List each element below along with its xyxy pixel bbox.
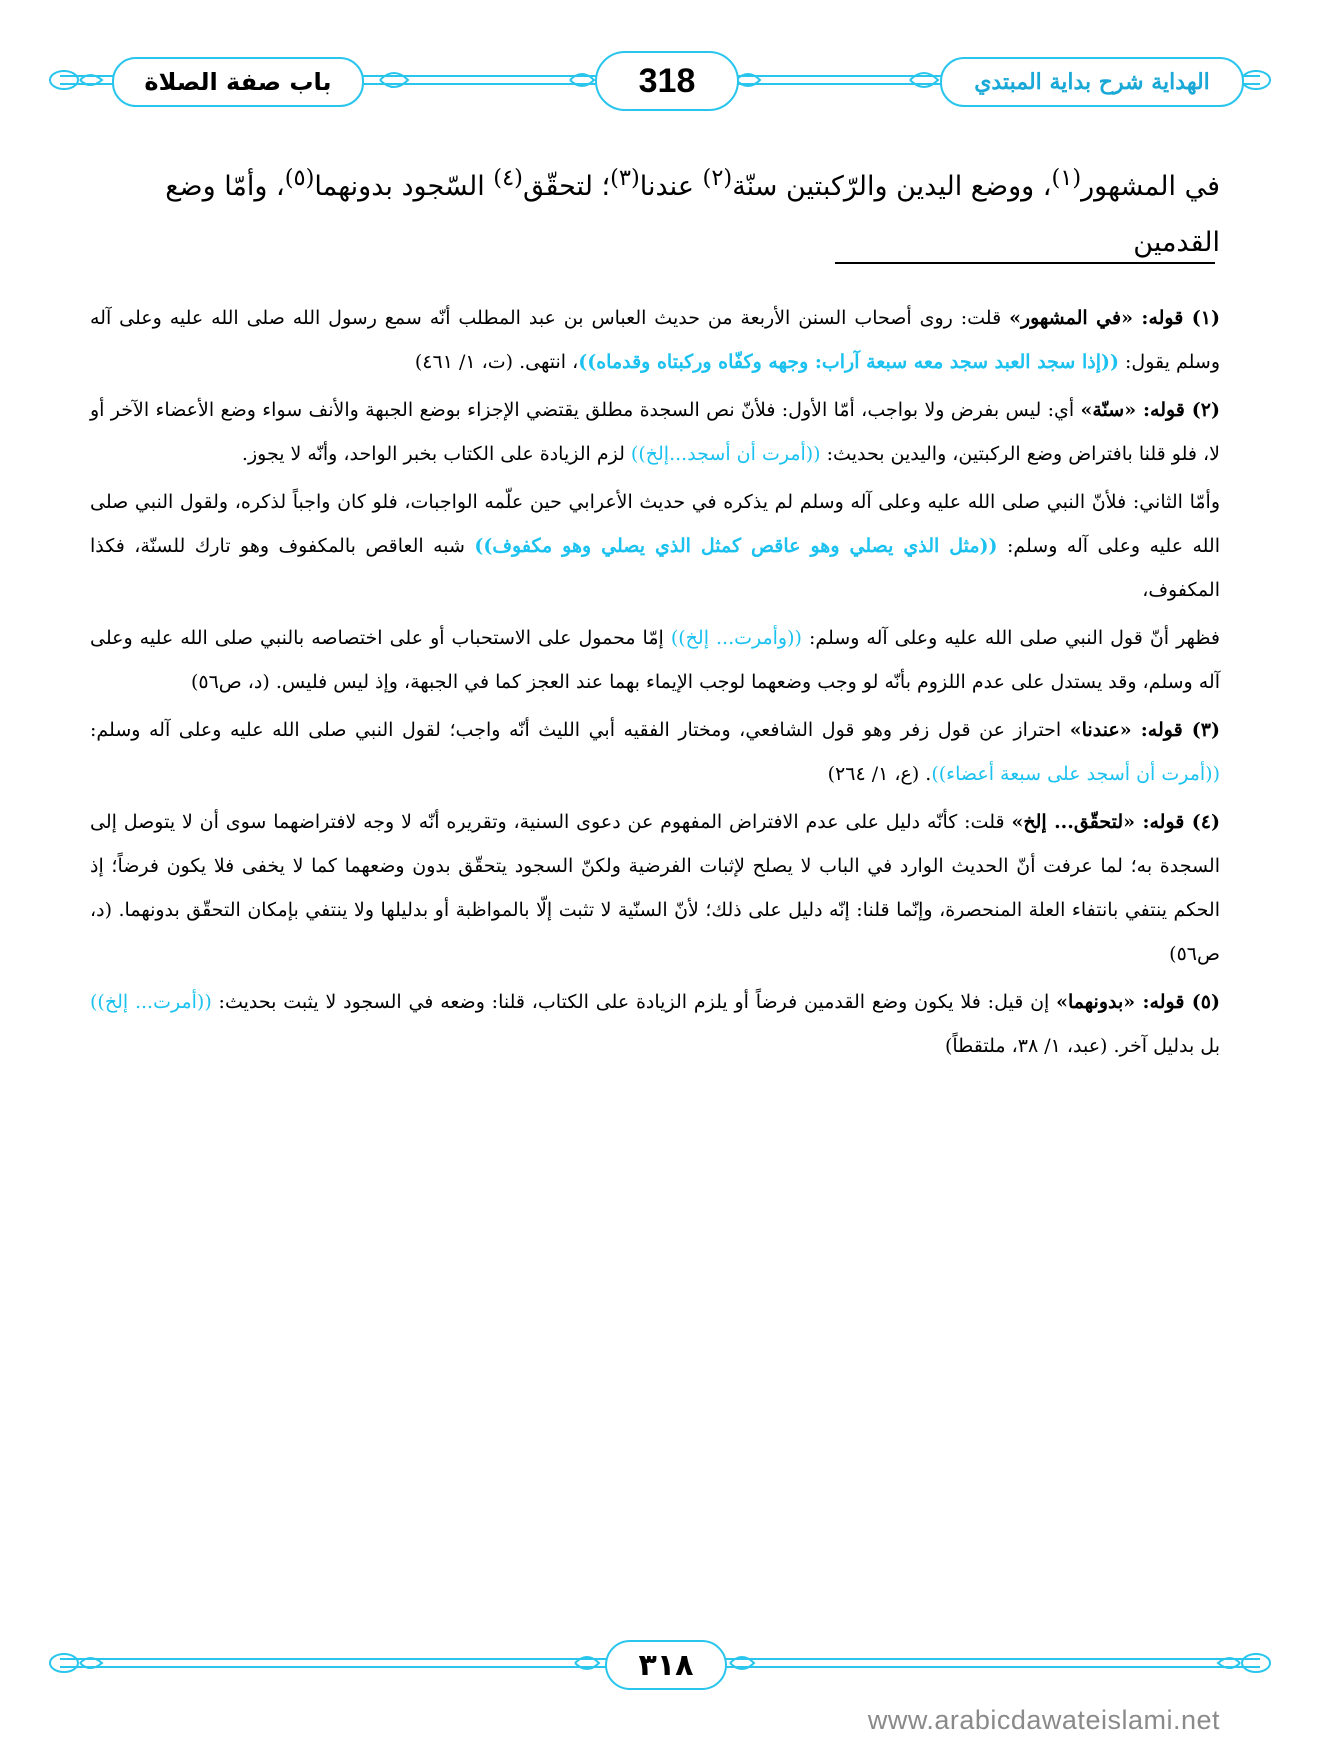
footnote-text: بل بدليل آخر. (عبد، ١/ ٣٨، ملتقطاً) [944, 1035, 1220, 1057]
footnote-text: قلت: روى أصحاب السنن الأربعة من حديث العباس بن عبد المطلب أنّه سمع رسول الله صلى الله عليه وعلى آله وسلم يقول: [90, 307, 1220, 373]
footnote-5 [90, 980, 1220, 1068]
main-text-part: في المشهور [1081, 171, 1220, 202]
footnote-1 [90, 296, 1220, 384]
footnote-marker: (٢) [702, 165, 733, 191]
main-text-part: ، ووضع اليدين والرّكبتين سنّة [732, 171, 1052, 202]
footnote-text: إمّا محمول على الاستحباب أو على اختصاصه بالنبي صلى الله عليه وعلى آله وسلم، وقد يستدل على عدم اللزوم بأنّه لو وجب وضعهما لوجب الإيماء بهما عند العجز كما في الجبهة، وإذ ليس فليس. (د، ص٥٦) [90, 627, 1220, 693]
footnotes [90, 296, 1220, 1072]
footnote-divider [835, 262, 1215, 264]
footnote-4 [90, 800, 1220, 976]
footnote-2 [90, 388, 1220, 476]
footnote-2-conclusion [90, 616, 1220, 704]
main-text-part: ، وأمّا وضع القدمين [165, 171, 1220, 258]
hadith-quote: ((مثل الذي يصلي وهو عاقص كمثل الذي يصلي وهو مكفوف)) [474, 535, 998, 557]
hadith-quote: ((أمرت أن أسجد على سبعة أعضاء)) [931, 763, 1220, 785]
page-footer [40, 1628, 1280, 1698]
footnote-label: (١) قوله: «في المشهور» [1009, 307, 1221, 329]
main-text [90, 150, 1220, 271]
website-url: www.arabicdawateislami.net [867, 1705, 1220, 1735]
footnote-label: (٢) قوله: «سنّة» [1080, 399, 1221, 421]
chapter-title: باب صفة الصلاة [112, 57, 364, 107]
page-header [40, 40, 1280, 120]
footnote-3 [90, 708, 1220, 796]
footnote-text: شبه العاقص بالمكفوف وهو تارك للسنّة، فكذا المكفوف، [90, 535, 1220, 601]
main-text-part: عندنا [639, 171, 703, 202]
book-title: الهداية شرح بداية المبتدي [940, 57, 1244, 107]
page-number-bottom: ٣١٨ [605, 1640, 727, 1690]
footnote-label: (٣) قوله: «عندنا» [1069, 719, 1220, 741]
hadith-quote: ((وأمرت... إلخ)) [670, 627, 802, 649]
footnote-text: أي: ليس بفرض ولا بواجب، أمّا الأول: فلأنّ نص السجدة مطلق يقتضي الإجزاء بوضع الجبهة والأنف سواء وضع الأعضاء الآخر أو لا، فلو قلنا بافتراض وضع الركبتين، واليدين بحديث: [90, 399, 1220, 465]
footnote-marker: (٥) [284, 165, 315, 191]
footnote-text: وأمّا الثاني: فلأنّ النبي صلى الله عليه وعلى آله وسلم لم يذكره في حديث الأعرابي حين علّمه الواجبات، فلو كان واجباً لذكره، ولقول النبي صلى الله عليه وعلى آله وسلم: [90, 491, 1220, 557]
footnote-text: إن قيل: فلا يكون وضع القدمين فرضاً أو يلزم الزيادة على الكتاب، قلنا: وضعه في السجود لا يثبت بحديث: [211, 991, 1057, 1013]
footnote-marker: (١) [1051, 165, 1082, 191]
footnote-label: (٥) قوله: «بدونهما» [1056, 991, 1220, 1013]
footnote-text: فظهر أنّ قول النبي صلى الله عليه وعلى آله وسلم: [801, 627, 1220, 649]
footnote-text: قلت: كأنّه دليل على عدم الافتراض المفهوم عن دعوى السنية، وتقريره أنّه لا وجه لافتراضهما سوى أن لا يتوصل إلى السجدة به؛ لما عرفت أنّ الحديث الوارد في الباب لا يصلح لإثبات الفرضية ولكنّ السجود يتحقّق بدون وضعهما كما لا يخفى فلا يكون فرضاً؛ إذ الحكم ينتفي بانتفاء العلة المنحصرة، وإنّما قلنا: إنّه دليل على ذلك؛ لأنّ السنّية لا تثبت إلّا بالمواظبة أو بدليلها ولا ينتفي بإمكان التحقّق بدونهما. (د، ص٥٦) [90, 811, 1220, 965]
hadith-quote: ((أمرت... إلخ)) [90, 991, 212, 1013]
footnote-text: احتراز عن قول زفر وهو قول الشافعي، ومختار الفقيه أبي الليث أنّه واجب؛ لقول النبي صلى الله عليه وعلى آله وسلم: [90, 719, 1070, 741]
footnote-2-continued [90, 480, 1220, 612]
footnote-text: . (ع، ١/ ٢٦٤) [827, 763, 932, 785]
hadith-quote: ((إذا سجد العبد سجد معه سبعة آراب: وجهه وكفّاه وركبتاه وقدماه)) [578, 351, 1119, 373]
footnote-marker: (٣) [610, 165, 640, 191]
footnote-marker: (٤) [493, 165, 523, 191]
footnote-text: لزم الزيادة على الكتاب بخبر الواحد، وأنّه لا يجوز. [241, 443, 631, 465]
main-text-part: ؛ لتحقّق [522, 171, 611, 202]
hadith-quote: ((أمرت أن أسجد...إلخ)) [630, 443, 821, 465]
footnote-label: (٤) قوله: «لتحقّق... إلخ» [1011, 811, 1220, 833]
main-text-part: السّجود بدونهما [314, 171, 494, 202]
footnote-text: ، انتهى. (ت، ١/ ٤٦١) [414, 351, 579, 373]
page-number-top: 318 [595, 51, 739, 111]
